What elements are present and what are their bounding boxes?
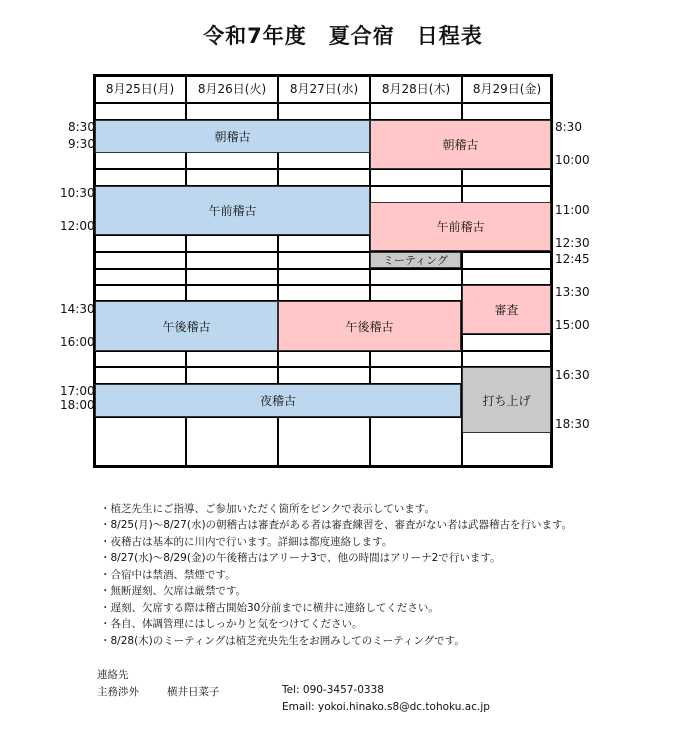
time-label: 12:00 (60, 219, 95, 233)
page-title: 令和7年度 夏合宿 日程表 (203, 24, 483, 48)
meeting-block: ミーティング (370, 252, 461, 268)
forenoon-practice-block-instructed: 午前稽古 (370, 202, 551, 251)
grid-line (93, 251, 553, 253)
time-label: 16:00 (60, 335, 95, 349)
note-item: ・8/25(月)～8/27(水)の朝稽古は審査がある者は審査練習を、審査がない者は武器稽古を行います。 (100, 519, 573, 531)
contact-phone: Tel: 090-3457-0338 (282, 684, 384, 696)
exam-block: 審査 (462, 285, 551, 334)
party-block: 打ち上げ (462, 367, 551, 433)
time-label: 12:30 (555, 236, 590, 250)
time-label: 9:30 (68, 137, 95, 151)
grid-line (93, 102, 553, 104)
note-item: ・無断遅刻、欠席は厳禁です。 (100, 585, 247, 597)
day-header-0827: 8月27日(水) (289, 82, 359, 96)
time-label: 13:30 (555, 285, 590, 299)
time-label: 17:00 (60, 384, 95, 398)
day-header-0826: 8月26日(火) (197, 82, 267, 96)
note-item: ・植芝先生にご指導、ご参加いただく箇所をピンクで表示しています。 (100, 503, 435, 515)
day-header-0829: 8月29日(金) (472, 82, 542, 96)
time-label: 18:00 (60, 398, 95, 412)
time-label: 16:30 (555, 368, 590, 382)
contact-role: 主務渉外 (97, 686, 139, 698)
time-label: 10:30 (60, 186, 95, 200)
grid-line (93, 465, 553, 468)
note-item: ・8/27(水)～8/29(金)の午後稽古はアリーナ3で、他の時間はアリーナ2で行います。 (100, 552, 501, 564)
time-label: 11:00 (555, 203, 590, 217)
time-label: 12:45 (555, 252, 590, 266)
note-item: ・遅刻、欠席する際は稽古開始30分前までに横井に連絡してください。 (100, 602, 439, 614)
contact-name: 横井日菜子 (167, 686, 220, 698)
note-item: ・各自、体調管理にはしっかりと気をつけてください。 (100, 618, 363, 630)
time-label: 14:30 (60, 302, 95, 316)
note-item: ・8/28(木)のミーティングは植芝充央先生をお囲みしてのミーティングです。 (100, 635, 465, 647)
day-header-0828: 8月28日(木) (381, 82, 451, 96)
grid-line (93, 268, 553, 270)
afternoon-practice-block-instructed: 午後稽古 (278, 301, 461, 351)
grid-line (93, 74, 553, 77)
note-item: ・合宿中は禁酒、禁煙です。 (100, 569, 236, 581)
time-label: 10:00 (555, 153, 590, 167)
evening-practice-block: 夜稽古 (95, 384, 461, 417)
contact-heading: 連絡先 (97, 669, 129, 681)
day-header-0825: 8月25日(月) (105, 82, 175, 96)
time-label: 8:30 (68, 120, 95, 134)
forenoon-practice-block: 午前稽古 (95, 186, 370, 235)
time-label: 8:30 (555, 120, 582, 134)
morning-practice-block: 朝稽古 (95, 120, 370, 153)
contact-email: Email: yokoi.hinako.s8@dc.tohoku.ac.jp (282, 701, 490, 713)
afternoon-practice-block: 午後稽古 (95, 301, 278, 351)
note-item: ・夜稽古は基本的に川内で行います。詳細は都度連絡します。 (100, 536, 393, 548)
time-label: 15:00 (555, 318, 590, 332)
morning-practice-block-instructed: 朝稽古 (370, 120, 551, 169)
time-label: 18:30 (555, 417, 590, 431)
